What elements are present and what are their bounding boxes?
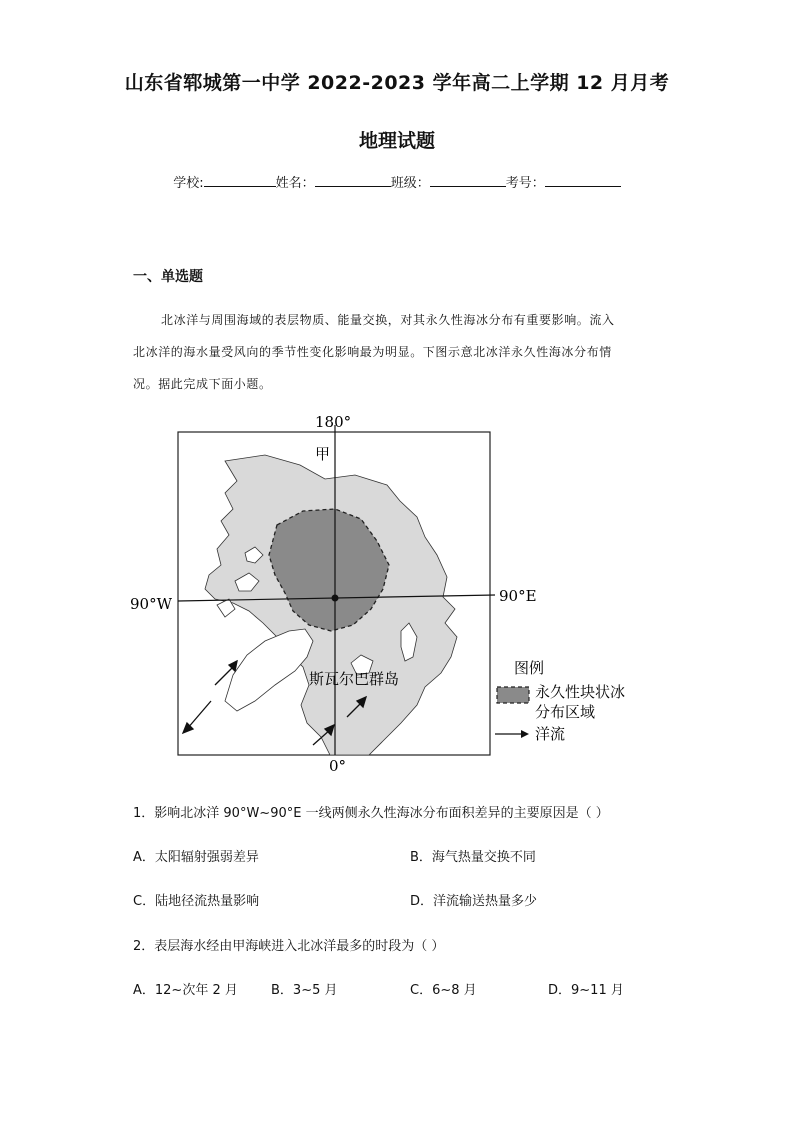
question-2-option-c[interactable]: C．6~8 月 bbox=[410, 983, 477, 998]
class-blank[interactable] bbox=[430, 174, 506, 187]
question-1-option-a[interactable]: A．太阳辐射强弱差异 bbox=[133, 850, 259, 865]
exam-title: 山东省郓城第一中学 2022-2023 学年高二上学期 12 月月考 bbox=[124, 72, 670, 94]
name-label: 姓名： bbox=[275, 176, 315, 191]
name-blank[interactable] bbox=[315, 174, 391, 187]
question-1-option-c[interactable]: C．陆地径流热量影响 bbox=[133, 894, 260, 909]
label-0: 0° bbox=[329, 757, 347, 775]
section-heading: 一、单选题 bbox=[133, 269, 203, 285]
passage bbox=[133, 304, 661, 400]
legend-ice-label-1: 永久性块状冰 bbox=[535, 683, 626, 701]
arctic-ice-map bbox=[125, 405, 665, 780]
question-2-option-b[interactable]: B．3~5 月 bbox=[271, 983, 338, 998]
school-blank[interactable] bbox=[204, 174, 276, 187]
question-1-option-b[interactable]: B．海气热量交换不同 bbox=[410, 850, 536, 865]
passage-line-2: 北冰洋的海水量受风向的季节性变化影响最为明显。下图示意北冰洋永久性海冰分布情 bbox=[133, 345, 612, 359]
legend-current-arrow-head bbox=[521, 730, 529, 738]
exam-subject: 地理试题 bbox=[358, 130, 435, 152]
school-label: 学校: bbox=[173, 176, 204, 191]
class-label: 班级： bbox=[390, 176, 430, 191]
label-90w: 90°W bbox=[130, 595, 173, 613]
north-pole-dot bbox=[332, 595, 339, 602]
label-180: 180° bbox=[315, 413, 352, 431]
question-2-option-a[interactable]: A．12~次年 2 月 bbox=[133, 983, 238, 998]
passage-line-1: 北冰洋与周围海域的表层物质、能量交换，对其永久性海冰分布有重要影响。流入 bbox=[161, 313, 615, 327]
legend-title: 图例 bbox=[514, 659, 545, 677]
strait-label: 甲 bbox=[315, 445, 331, 463]
legend-current-label: 洋流 bbox=[535, 725, 566, 743]
legend-ice-label-2: 分布区域 bbox=[535, 703, 596, 721]
svalbard-label: 斯瓦尔巴群岛 bbox=[309, 670, 400, 688]
question-2-option-d[interactable]: D．9~11 月 bbox=[548, 983, 624, 998]
exam-no-blank[interactable] bbox=[545, 174, 621, 187]
passage-line-3: 况。据此完成下面小题。 bbox=[133, 377, 272, 391]
legend-ice-swatch bbox=[497, 687, 529, 703]
student-info-line bbox=[0, 172, 794, 191]
question-2-stem: 2．表层海水经由甲海峡进入北冰洋最多的时段为（ ） bbox=[133, 939, 445, 954]
exam-no-label: 考号： bbox=[505, 176, 545, 191]
question-1-option-d[interactable]: D．洋流输送热量多少 bbox=[410, 894, 538, 909]
label-90e: 90°E bbox=[499, 587, 537, 605]
question-1-stem: 1．影响北冰洋 90°W~90°E 一线两侧永久性海冰分布面积差异的主要原因是（ ） bbox=[133, 806, 609, 821]
